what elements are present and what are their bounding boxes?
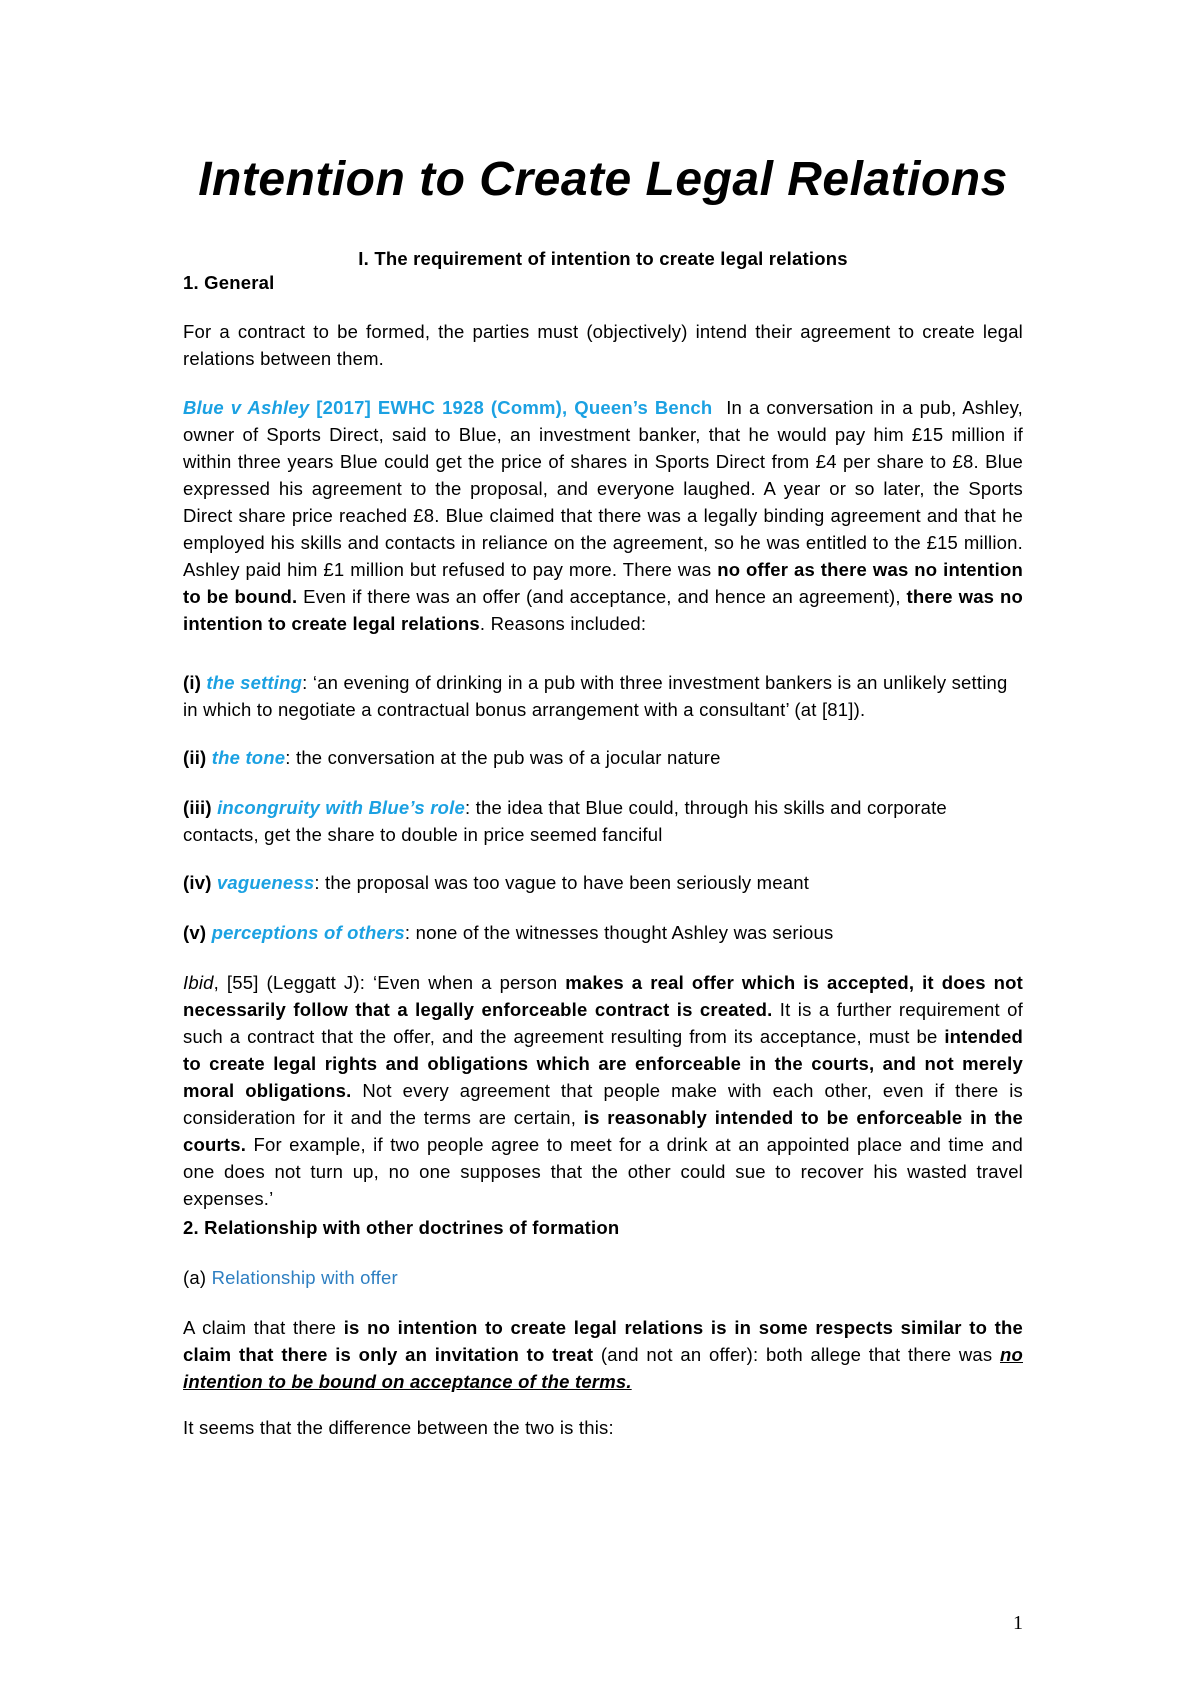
reason-item [183,919,1023,946]
reason-text: : ‘an evening of drinking in a pub with three investment bankers is an unlikely setting in which to negotiate a contractual bonus arrangement with a consultant’ (at [81]). [183,672,1008,720]
reason-text: : none of the witnesses thought Ashley was serious [404,922,834,943]
case-facts-2: Even if there was an offer (and acceptance, and hence an agreement), [297,586,907,607]
subsection-label: Relationship with offer [211,1267,398,1288]
reason-text: : the idea that Blue could, through his skills and corporate contacts, get the share to double in price seemed fanciful [183,797,947,845]
offer-text: A claim that there [183,1317,344,1338]
quote-ref: , [55] (Leggatt J): ‘Even when a person [213,972,566,993]
case-bold-1: no offer as there was no intention to be bound. [183,559,1023,607]
reason-number: (ii) [183,747,212,768]
reason-item [183,669,1023,723]
quote-bold: is reasonably intended to be enforceable in the courts. [183,1107,1023,1155]
case-facts-3: . Reasons included: [479,613,647,634]
reason-label: perceptions of others [211,922,405,943]
paragraph-case [183,394,1023,637]
reason-number: (iii) [183,797,218,818]
reason-text: : the conversation at the pub was of a jocular nature [285,747,721,768]
reason-item [183,869,1023,896]
quote-bold: intended to create legal rights and obligations which are enforceable in the courts, and not merely moral obligations. [183,1026,1023,1101]
section-heading-general: 1. General [183,272,275,293]
paragraph-general: For a contract to be formed, the parties must (objectively) intend their agreement to create legal relations between them. [183,321,1023,369]
case-facts-1: In a conversation in a pub, Ashley, owner of Sports Direct, said to Blue, an investment banker, that he would pay him £15 million if within three years Blue could get the price of shares in Sports Direct from £4 per share to £8. Blue expressed his agreement to the proposal, and everyone laughed. A year or so later, the Sports Direct share price reached £8. Blue claimed that there was a legally binding agreement and that he employed his skills and contacts in reliance on the agreement, so he was entitled to the £15 million. Ashley paid him £1 million but refused to pay more. There was [183,397,1023,580]
page-title: Intention to Create Legal Relations [198,153,1008,206]
reason-number: (v) [183,922,212,943]
reason-text: : the proposal was too vague to have been seriously meant [314,872,810,893]
subsection-number: (a) [183,1267,212,1288]
paragraph-difference: It seems that the difference between the two is this: [183,1417,614,1438]
reason-label: vagueness [216,872,315,893]
paragraph-offer [183,1314,1023,1395]
reason-item [183,744,1023,771]
quote-text: Not every agreement that people make with each other, even if there is consideration for it and the terms are certain, [183,1080,1024,1128]
reason-item [183,794,1023,848]
reason-label: incongruity with Blue’s role [217,797,465,818]
reason-number: (i) [183,672,207,693]
paragraph-quote [183,969,1023,1212]
reason-label: the setting [206,672,303,693]
case-bold-2: there was no intention to create legal relations [183,586,1023,634]
subsection-heading-offer [183,1264,1023,1291]
quote-text: It is a further requirement of such a contract that the offer, and the agreement resulting from its acceptance, must be [183,999,1023,1047]
page-number: 1 [1013,1612,1023,1634]
quote-ibid: Ibid [183,972,214,993]
offer-bold: is no intention to create legal relations is in some respects similar to the claim that there is only an invitation to treat [183,1317,1023,1365]
offer-underlined: no intention to be bound on acceptance of the terms. [183,1344,1023,1392]
reason-label: the tone [211,747,286,768]
case-name: Blue v Ashley [183,397,310,418]
offer-text: (and not an offer): both allege that there was [593,1344,1000,1365]
reason-number: (iv) [183,872,217,893]
quote-bold: makes a real offer which is accepted, it does not necessarily follow that a legally enforceable contract is created. [183,972,1023,1020]
case-citation: [2017] EWHC 1928 (Comm), Queen’s Bench [309,397,713,418]
quote-text: For example, if two people agree to meet for a drink at an appointed place and time and one does not turn up, no one supposes that the other could sue to recover his wasted travel expenses.’ [183,1134,1023,1209]
part-heading: I. The requirement of intention to create legal relations [358,248,848,269]
section-heading-relationship: 2. Relationship with other doctrines of formation [183,1217,620,1238]
